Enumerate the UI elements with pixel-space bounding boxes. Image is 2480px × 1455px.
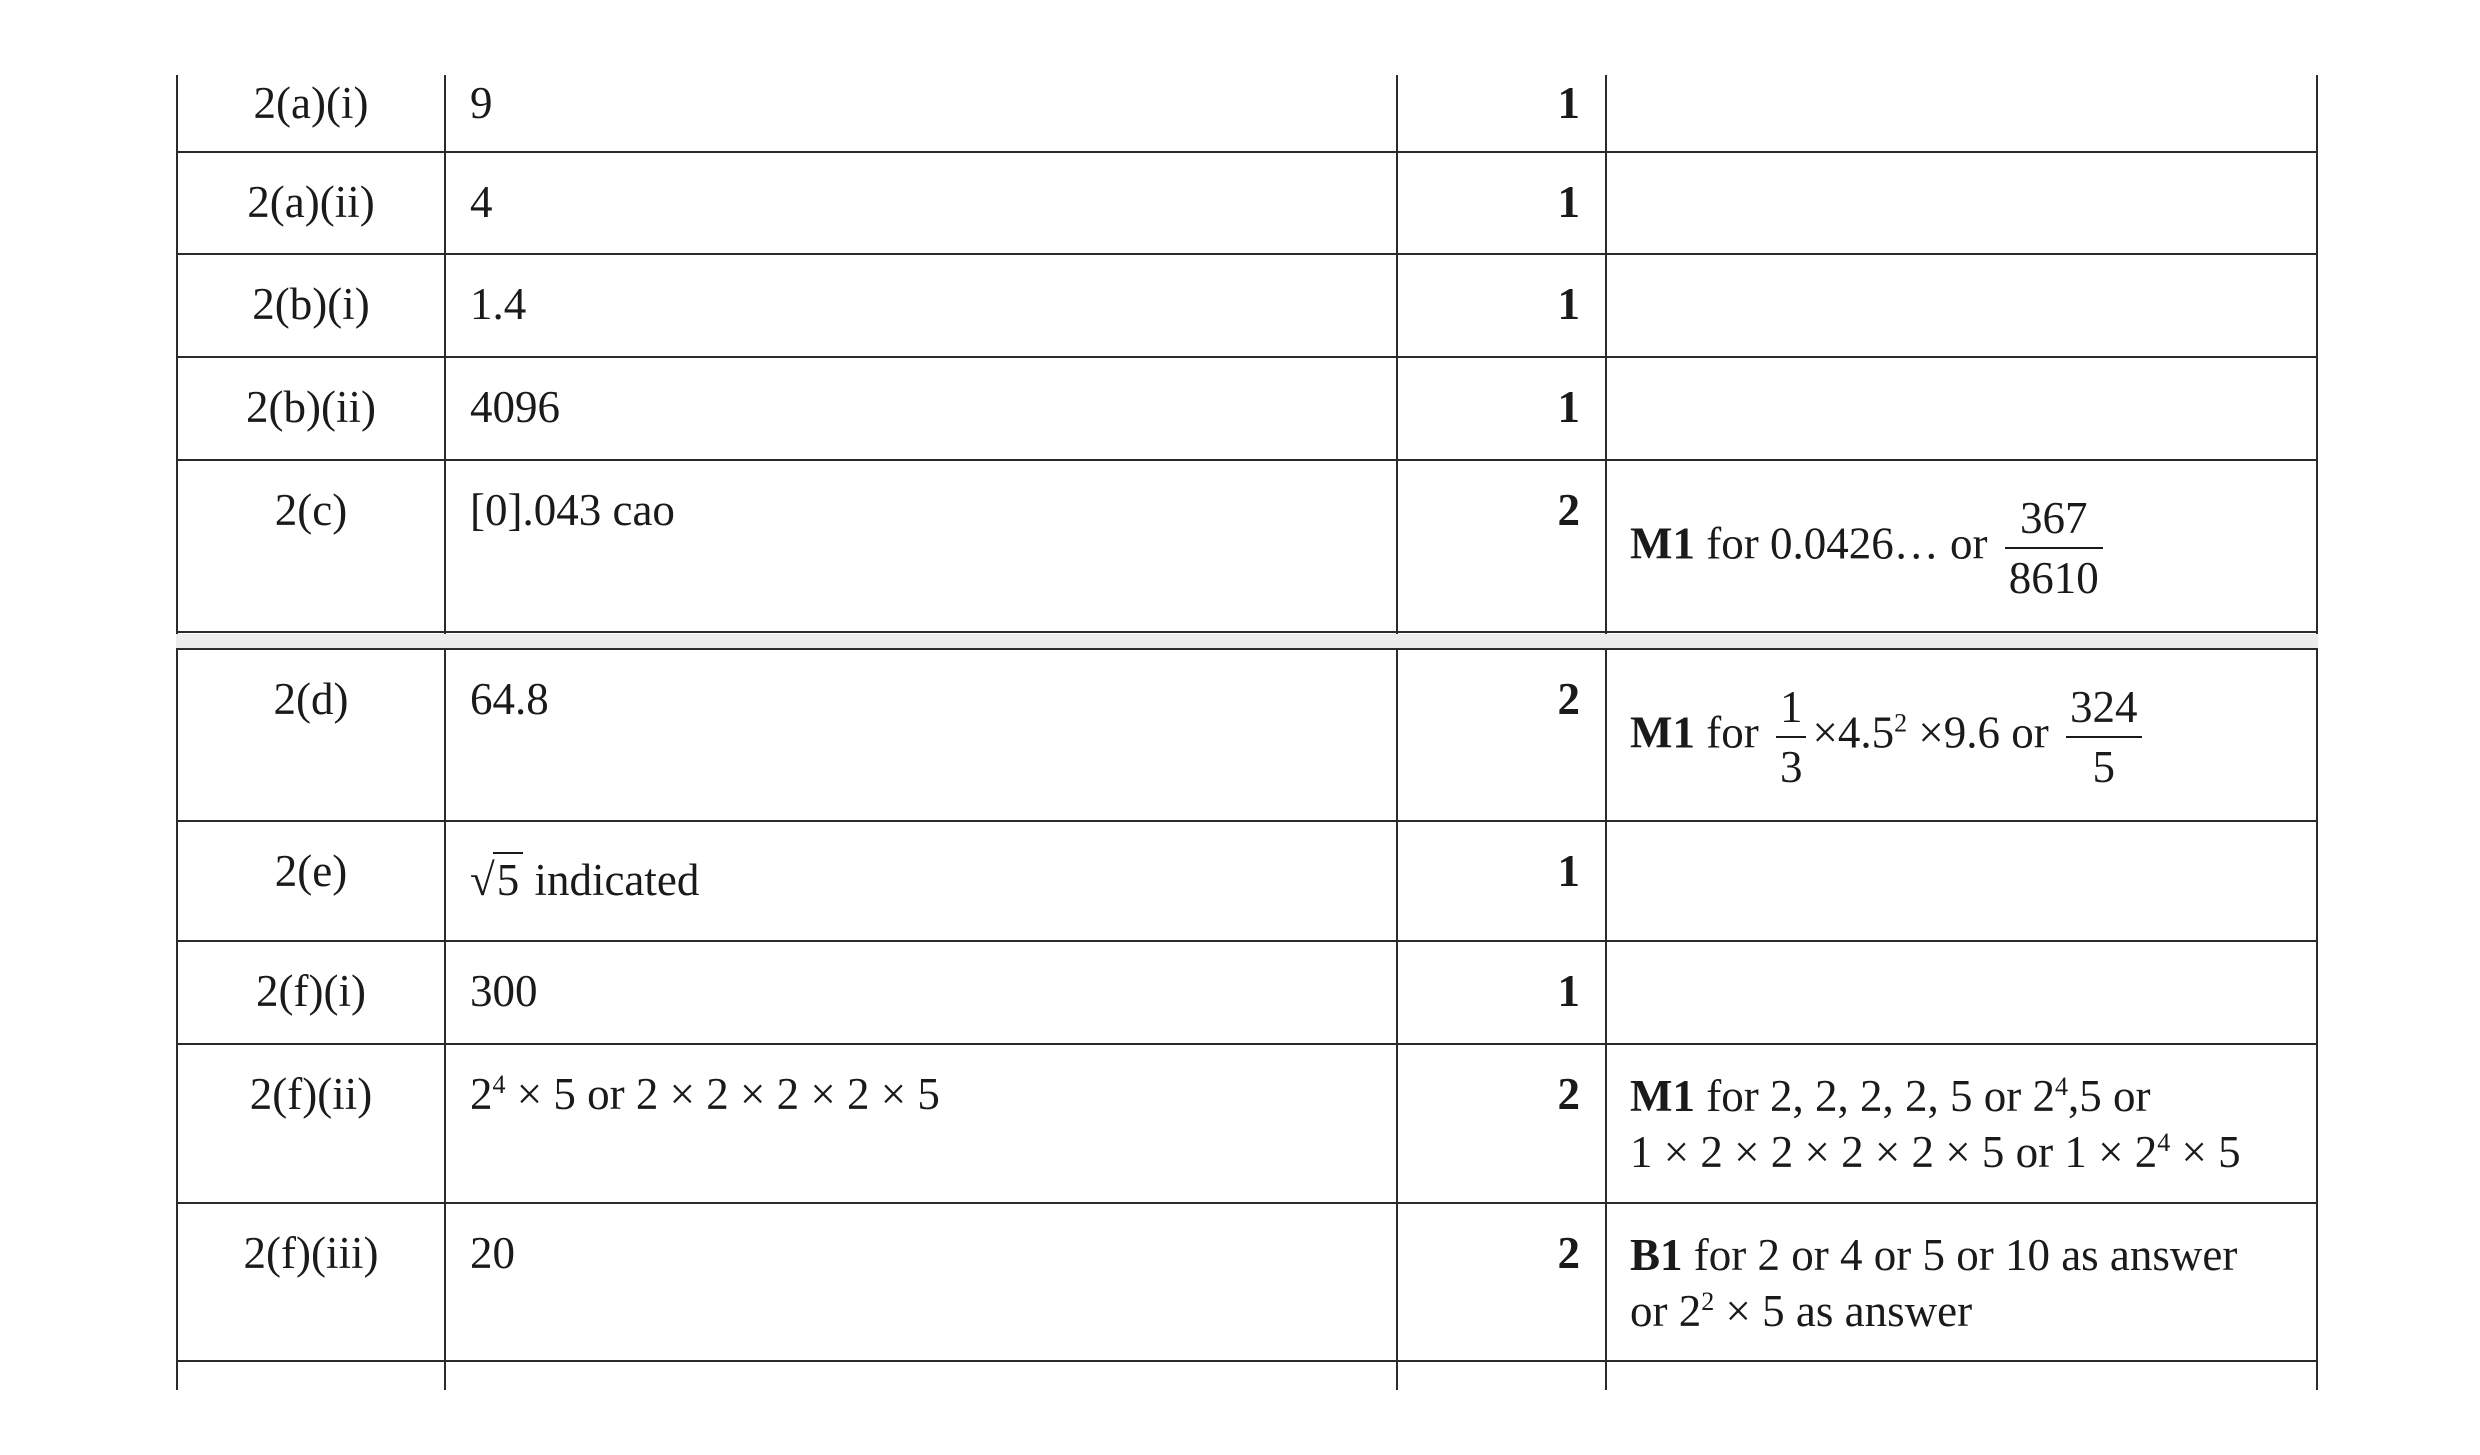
answer-cell [470, 1043, 940, 1120]
comment-text: ,5 or [2067, 1071, 2151, 1121]
comment-text: × 5 as answer [1725, 1286, 1973, 1336]
expression: ×4.5 [1812, 707, 1895, 758]
row-divider [176, 631, 2318, 633]
row-divider [176, 1360, 2318, 1362]
comment-text: for [1706, 707, 1759, 758]
fraction-numerator: 1 [1776, 678, 1807, 738]
mark-cell: 1 [1557, 382, 1580, 432]
exponent: 4 [2157, 1128, 2171, 1157]
answer-cell: [0].043 cao [470, 485, 675, 535]
fraction-denominator: 3 [1779, 742, 1803, 792]
method-mark-code: M1 [1630, 1071, 1695, 1121]
comment-text: for 2 or 4 or 5 or 10 as answer [1693, 1230, 2238, 1280]
mark-cell: 2 [1557, 485, 1580, 535]
mark-cell: 2 [1557, 1228, 1580, 1278]
method-mark-code: B1 [1630, 1230, 1683, 1280]
comment-text: × 5 [2181, 1127, 2241, 1177]
answer-cell: 20 [470, 1228, 515, 1278]
question-number: 2(d) [273, 674, 349, 724]
comment-line [1630, 1068, 2241, 1124]
expression: ×9.6 [1918, 707, 2000, 758]
comment-line [1630, 1283, 2237, 1339]
table-row [0, 1202, 2480, 1360]
table-row [0, 820, 2480, 940]
answer-cell [470, 820, 699, 906]
radical-sign: √ [470, 855, 495, 905]
fraction-numerator: 367 [2005, 489, 2103, 549]
fraction [2005, 489, 2103, 607]
comment-line [1630, 1124, 2241, 1180]
method-mark-code: M1 [1630, 518, 1695, 569]
comment-line [1630, 1227, 2237, 1283]
exponent: 2 [1894, 708, 1908, 738]
fraction-denominator: 5 [2092, 742, 2115, 792]
answer-cell: 4096 [470, 382, 560, 432]
comment-cell [1630, 1043, 2241, 1180]
table-row [0, 648, 2480, 820]
question-number: 2(c) [274, 485, 348, 535]
table-row [0, 940, 2480, 1043]
question-number: 2(b)(ii) [246, 382, 376, 432]
question-number: 2(b)(i) [252, 279, 370, 329]
question-number: 2(f)(ii) [249, 1069, 373, 1119]
table-row [0, 1043, 2480, 1202]
mark-cell: 1 [1557, 279, 1580, 329]
comment-text: or 2 [1630, 1286, 1702, 1336]
exponent: 2 [1701, 1287, 1715, 1316]
question-number: 2(f)(i) [256, 966, 366, 1016]
comment-text: for 2, 2, 2, 2, 5 or 2 [1706, 1071, 2055, 1121]
fraction [2066, 678, 2142, 796]
answer-text: × 5 or 2 × 2 × 2 × 2 × 5 [516, 1069, 940, 1119]
radicand: 5 [493, 852, 524, 906]
mark-cell: 1 [1557, 78, 1580, 128]
fraction-numerator: 324 [2066, 678, 2142, 738]
method-mark-code: M1 [1630, 707, 1695, 758]
answer-cell: 64.8 [470, 674, 549, 724]
mark-cell: 1 [1557, 966, 1580, 1016]
exponent: 4 [492, 1070, 506, 1099]
comment-text: for 0.0426… or [1706, 518, 1988, 569]
mark-cell: 2 [1557, 1069, 1580, 1119]
answer-cell: 9 [470, 78, 493, 128]
question-number: 2(f)(iii) [243, 1228, 379, 1278]
table-row [0, 356, 2480, 459]
comment-text: or [2011, 707, 2049, 758]
mark-cell: 1 [1557, 177, 1580, 227]
exponent: 4 [2054, 1072, 2068, 1101]
fraction-denominator: 8610 [2008, 553, 2099, 603]
page-break-band [176, 634, 2318, 649]
question-number: 2(a)(ii) [247, 177, 375, 227]
comment-cell [1630, 459, 2109, 607]
mark-cell: 2 [1557, 674, 1580, 724]
table-row [0, 253, 2480, 356]
answer-cell: 4 [470, 177, 493, 227]
comment-text: 1 × 2 × 2 × 2 × 2 × 5 or 1 × 2 [1630, 1127, 2158, 1177]
mark-cell: 1 [1557, 846, 1580, 896]
question-number: 2(a)(i) [253, 78, 369, 128]
question-number: 2(e) [274, 846, 348, 896]
answer-cell: 300 [470, 966, 538, 1016]
table-row [0, 151, 2480, 253]
table-row [0, 459, 2480, 631]
answer-text: indicated [534, 855, 700, 905]
table-row [0, 75, 2480, 151]
answer-cell: 1.4 [470, 279, 527, 329]
comment-cell [1630, 648, 2148, 796]
answer-base: 2 [470, 1069, 493, 1119]
comment-cell [1630, 1202, 2237, 1339]
fraction [1776, 678, 1807, 796]
